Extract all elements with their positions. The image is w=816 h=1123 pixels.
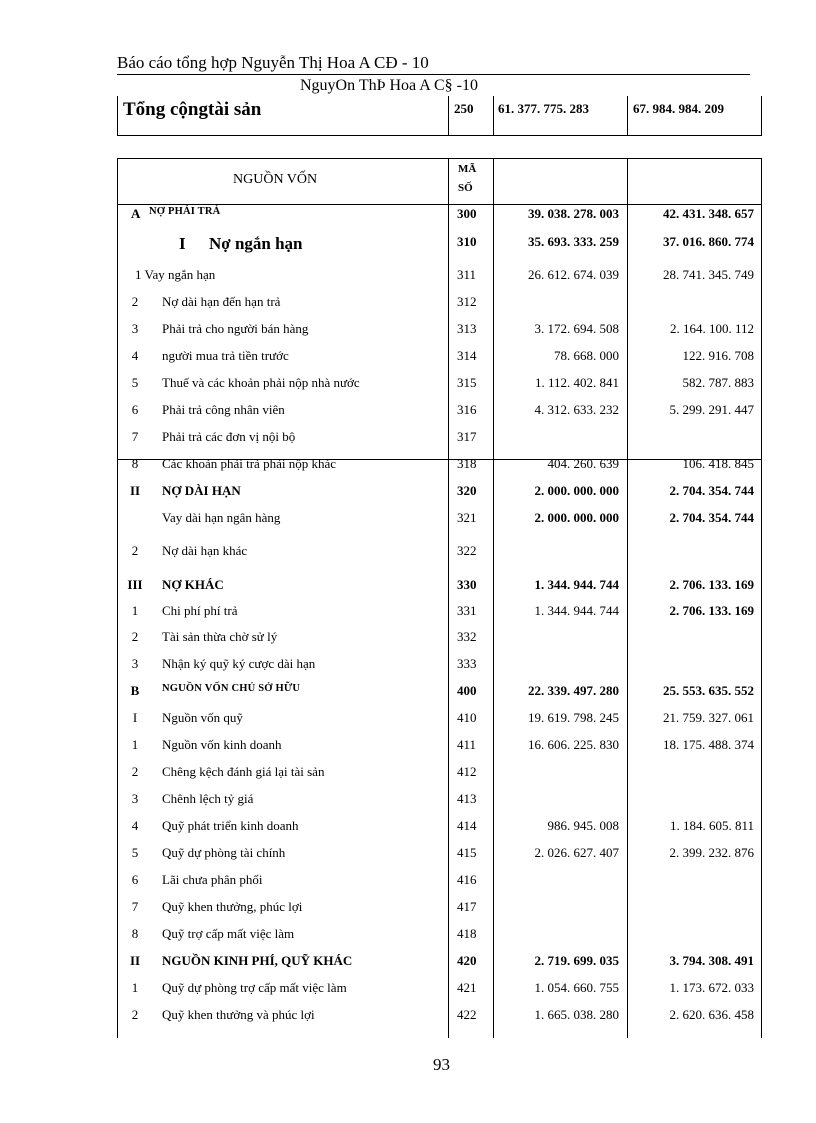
row-code: 416: [457, 872, 477, 887]
table-row: [117, 375, 762, 397]
row-label: Chêng kệch đánh giá lại tài sản: [162, 764, 325, 779]
row-value1: 26. 612. 674. 039: [528, 267, 619, 282]
table-row: [117, 872, 762, 894]
table-row: [117, 953, 762, 975]
row-label: Nhận ký quỹ ký cược dài hạn: [162, 656, 316, 671]
table-row: [117, 980, 762, 1002]
row-value2: 1. 173. 672. 033: [669, 980, 754, 995]
row-index: 2: [131, 543, 139, 558]
row-code: 330: [457, 577, 477, 592]
row-value2: 3. 794. 308. 491: [669, 953, 754, 968]
row-value1: 39. 038. 278. 003: [528, 206, 619, 221]
row-label: NỢ KHÁC: [162, 577, 224, 592]
row-label: NGUỒN VỐN CHỦ SỞ HỮU: [162, 683, 301, 694]
table-row: [117, 294, 762, 316]
row-value1: 4. 312. 633. 232: [534, 402, 619, 417]
row-value1: 35. 693. 333. 259: [528, 234, 619, 249]
table-row: [117, 603, 762, 625]
row-value1: 16. 606. 225. 830: [528, 737, 619, 752]
row-index: 3: [131, 321, 139, 336]
table-row: [117, 791, 762, 813]
row-label: Quỹ phát triển kinh doanh: [162, 818, 299, 833]
row-code: 312: [457, 294, 477, 309]
table-row: [117, 348, 762, 370]
row-index: 1: [131, 737, 139, 752]
row-label: Nguồn vốn kinh doanh: [162, 737, 282, 752]
row-code: 318: [457, 456, 477, 471]
header-rule: [117, 74, 750, 75]
row-index: I: [132, 710, 138, 725]
row-index: 5: [131, 375, 139, 390]
row-index: 2: [131, 629, 139, 644]
row-code: 320: [457, 483, 477, 498]
table-header-code-line2: SỐ: [458, 182, 473, 194]
table-row: [117, 429, 762, 451]
row-index: I: [179, 234, 186, 253]
row-value2: 2. 399. 232. 876: [669, 845, 754, 860]
row-label: Nguồn vốn quỹ: [162, 710, 243, 725]
row-value1: 404. 260. 639: [547, 456, 619, 471]
row-label: Nợ dài hạn khác: [162, 543, 248, 558]
row-label: Nợ dài hạn đến hạn trả: [162, 294, 281, 309]
row-index: 3: [131, 791, 139, 806]
row-index: 1: [131, 603, 139, 618]
row-label: Quỹ dự phòng trợ cấp mất việc làm: [162, 980, 347, 995]
report-header-subtitle: NguyOn ThÞ Hoa A C§ -10: [300, 77, 478, 94]
table-row: [117, 234, 762, 256]
report-header-title: Báo cáo tổng hợp Nguyễn Thị Hoa A CĐ - 10: [117, 53, 429, 72]
total-assets-code: 250: [454, 101, 474, 116]
row-label: Tài sản thừa chờ sử lý: [162, 629, 278, 644]
row-code: 411: [457, 737, 477, 752]
row-code: 413: [457, 791, 477, 806]
row-code: 414: [457, 818, 477, 833]
row-code: 314: [457, 348, 477, 363]
table-row: [117, 402, 762, 424]
row-value2: 1. 184. 605. 811: [669, 818, 754, 833]
table-row: [117, 543, 762, 565]
row-code: 316: [457, 402, 477, 417]
row-label: Phải trả công nhân viên: [162, 402, 285, 417]
row-label: Phải trả cho người bán hàng: [162, 321, 309, 336]
row-value2: 25. 553. 635. 552: [663, 683, 754, 698]
table-row: [117, 683, 762, 705]
row-value2: 106. 418. 845: [682, 456, 754, 471]
row-value2: 37. 016. 860. 774: [663, 234, 754, 249]
row-value2: 582. 787. 883: [682, 375, 754, 390]
row-value2: 2. 704. 354. 744: [669, 483, 754, 498]
row-index: 7: [131, 899, 139, 914]
row-value2: 18. 175. 488. 374: [663, 737, 754, 752]
row-code: 300: [457, 206, 477, 221]
row-index: III: [127, 577, 143, 592]
table-row: [117, 710, 762, 732]
row-value1: 2. 719. 699. 035: [534, 953, 619, 968]
row-value2: 122. 916. 708: [682, 348, 754, 363]
row-label: Quỹ dự phòng tài chính: [162, 845, 286, 860]
row-value1: 2. 000. 000. 000: [534, 510, 619, 525]
row-label: 1 Vay ngắn hạn: [135, 267, 216, 282]
row-value1: 1. 054. 660. 755: [534, 980, 619, 995]
row-value1: 78. 668. 000: [554, 348, 619, 363]
table-row: [117, 737, 762, 759]
row-code: 331: [457, 603, 477, 618]
row-label: Lãi chưa phân phối: [162, 872, 263, 887]
row-index: 7: [131, 429, 139, 444]
row-label: Quỹ khen thưởng, phúc lợi: [162, 899, 303, 914]
row-value1: 22. 339. 497. 280: [528, 683, 619, 698]
row-index: 3: [131, 656, 139, 671]
row-code: 420: [457, 953, 477, 968]
total-assets-label: Tổng cộngtài sản: [123, 99, 262, 120]
row-label: Chênh lệch tỷ giá: [162, 791, 254, 806]
row-label: NGUỒN KINH PHÍ, QUỸ KHÁC: [162, 953, 353, 968]
row-label: Chi phí phí trả: [162, 603, 238, 618]
row-code: 332: [457, 629, 477, 644]
table-row: [117, 510, 762, 532]
row-code: 321: [457, 510, 477, 525]
row-code: 310: [457, 234, 477, 249]
row-code: 417: [457, 899, 477, 914]
row-code: 421: [457, 980, 477, 995]
row-label: Các khoản phải trả phải nộp khác: [162, 456, 336, 471]
page-number: 93: [433, 1055, 450, 1074]
row-value2: 42. 431. 348. 657: [663, 206, 754, 221]
table-row: [117, 206, 762, 228]
row-value2: 2. 164. 100. 112: [669, 321, 754, 336]
row-code: 415: [457, 845, 477, 860]
row-index: 2: [131, 764, 139, 779]
row-code: 333: [457, 656, 477, 671]
row-code: 322: [457, 543, 477, 558]
table-row: [117, 845, 762, 867]
row-value1: 2. 026. 627. 407: [534, 845, 619, 860]
table-row: [117, 818, 762, 840]
row-value2: 21. 759. 327. 061: [663, 710, 754, 725]
row-code: 311: [457, 267, 477, 282]
row-code: 317: [457, 429, 477, 444]
row-index: A: [131, 206, 141, 221]
row-index: 5: [131, 845, 139, 860]
total-assets-value2: 67. 984. 984. 209: [633, 101, 724, 116]
table-row: [117, 899, 762, 921]
row-index: 1: [131, 980, 139, 995]
total-assets-value1: 61. 377. 775. 283: [498, 101, 589, 116]
row-value1: 3. 172. 694. 508: [534, 321, 619, 336]
row-index: 6: [131, 402, 139, 417]
table-row: [117, 577, 762, 599]
row-label: NỢ DÀI HẠN: [162, 483, 241, 498]
table-row: [117, 629, 762, 651]
row-code: 315: [457, 375, 477, 390]
table-row: [117, 483, 762, 505]
row-value1: 19. 619. 798. 245: [528, 710, 619, 725]
row-code: 412: [457, 764, 477, 779]
row-value1: 1. 665. 038. 280: [534, 1007, 619, 1022]
row-index: 2: [131, 1007, 139, 1022]
row-value1: 1. 344. 944. 744: [534, 603, 619, 618]
row-value2: 2. 706. 133. 169: [669, 577, 754, 592]
row-value1: 1. 344. 944. 744: [534, 577, 619, 592]
row-label: người mua trả tiền trước: [162, 348, 289, 363]
row-index: II: [129, 953, 141, 968]
row-index: II: [129, 483, 141, 498]
row-value1: 2. 000. 000. 000: [534, 483, 619, 498]
table-header-capital: NGUỒN VỐN: [233, 172, 318, 187]
row-label: Quỹ khen thưởng và phúc lợi: [162, 1007, 315, 1022]
table-header-code-line1: MÃ: [458, 163, 477, 175]
row-value2: 2. 620. 636. 458: [669, 1007, 754, 1022]
row-code: 410: [457, 710, 477, 725]
row-index: 8: [131, 926, 139, 941]
row-value1: 986. 945. 008: [547, 818, 619, 833]
row-label: Vay dài hạn ngân hàng: [162, 510, 281, 525]
row-index: B: [130, 683, 140, 698]
row-code: 418: [457, 926, 477, 941]
capital-sources-table: [117, 158, 762, 1038]
row-value2: 28. 741. 345. 749: [663, 267, 754, 282]
table-row: [117, 267, 762, 289]
table-row: [117, 456, 762, 478]
row-index: 4: [131, 818, 139, 833]
row-index: 2: [131, 294, 139, 309]
table-row: [117, 1007, 762, 1029]
row-label: Thuế và các khoản phải nộp nhà nước: [162, 375, 360, 390]
row-label: Nợ ngắn hạn: [209, 234, 303, 253]
row-label: Phải trả các đơn vị nội bộ: [162, 429, 296, 444]
row-value2: 5. 299. 291. 447: [669, 402, 754, 417]
row-value2: 2. 706. 133. 169: [669, 603, 754, 618]
table-row: [117, 656, 762, 678]
table-row: [117, 764, 762, 786]
row-label: Quỹ trợ cấp mất việc làm: [162, 926, 295, 941]
row-index: 4: [131, 348, 139, 363]
row-code: 313: [457, 321, 477, 336]
row-value2: 2. 704. 354. 744: [669, 510, 754, 525]
row-code: 422: [457, 1007, 477, 1022]
row-index: 8: [131, 456, 139, 471]
row-value1: 1. 112. 402. 841: [534, 375, 619, 390]
table-row: [117, 321, 762, 343]
row-label: NỢ PHẢI TRẢ: [149, 206, 221, 217]
total-assets-table: [117, 96, 762, 136]
row-code: 400: [457, 683, 477, 698]
row-index: 6: [131, 872, 139, 887]
table-row: [117, 926, 762, 948]
